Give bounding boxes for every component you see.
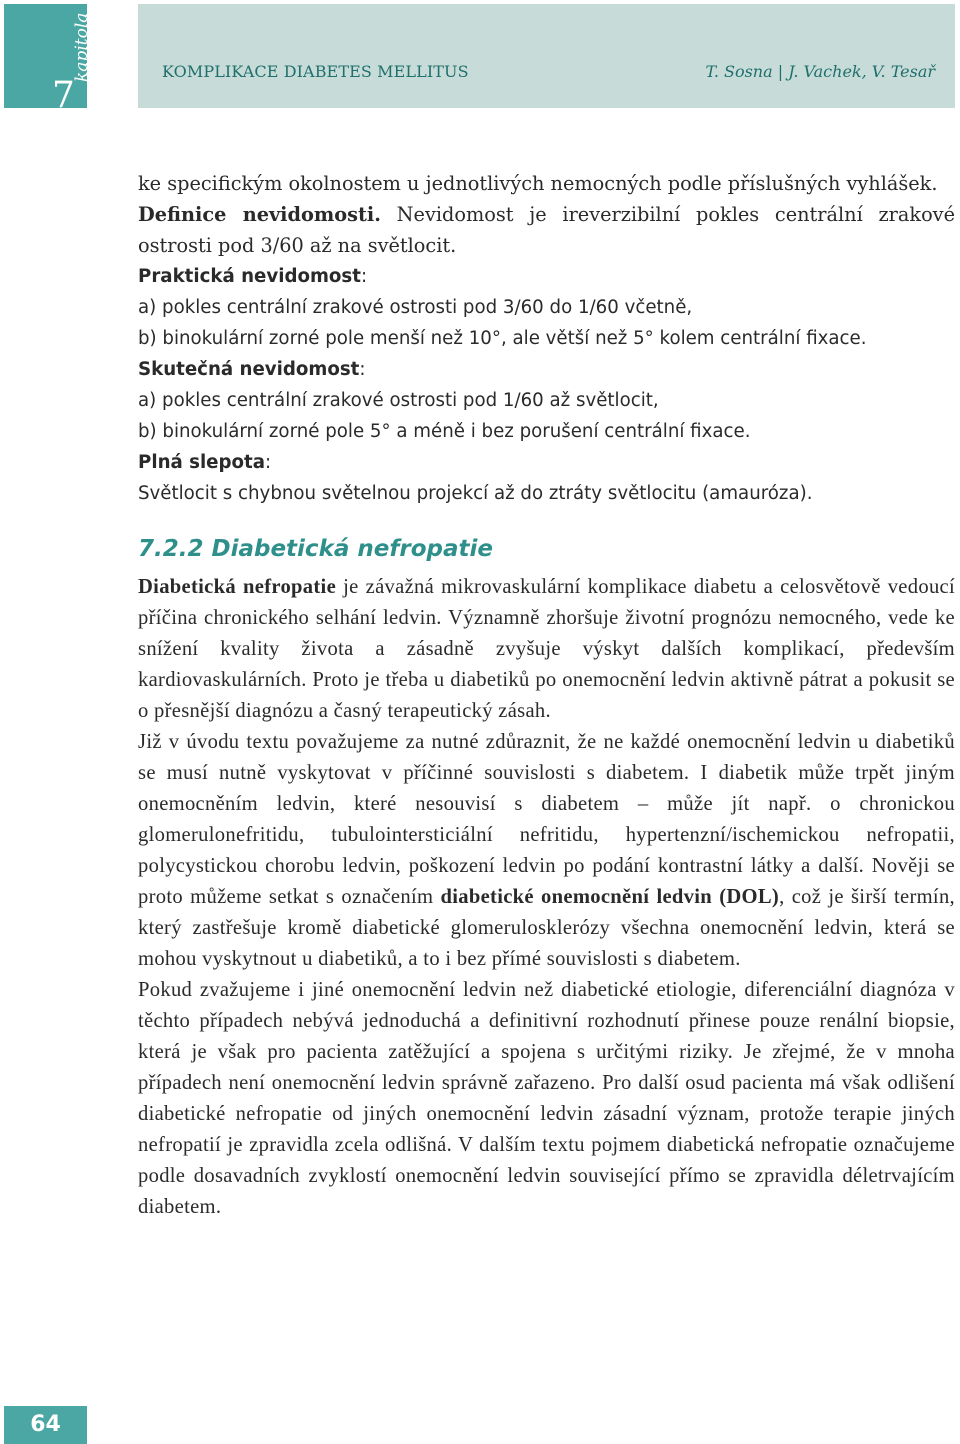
section-heading: 7.2.2 Diabetická nefropatie — [138, 536, 493, 562]
definition-text: Nevidomost je ireverzibilní pokles centrální zrakové ostrosti pod 3/60 až na světlocit. — [138, 203, 955, 257]
p2-text-start: Již v úvodu textu považujeme za nutné zdůraznit, že ne každé onemocnění ledvin u diabetiků se musí nutně vyskytovat v příčinné souvislosti s diabetem. I diabetik může trpět jiným onemocněním ledvin, které nesouvisí s diabetem – může jít např. o chronickou glomerulonefritidu, tubulointersticiální nefritidu, hypertenzní/ischemickou nefropatii, polycystickou chorobu ledvin, poškození ledvin po podání kontrastní látky a další. Nověji se proto můžeme setkat s označením — [138, 731, 955, 908]
intro-text: ke specifickým okolnostem u jednotlivých nemocných podle příslušných vyhlášek. — [138, 172, 938, 195]
chapter-tab — [4, 4, 92, 116]
nephropathy-body — [138, 572, 955, 1223]
intro-paragraph — [138, 168, 955, 199]
body-paragraph-2 — [138, 727, 955, 975]
page-number: 64 — [30, 1412, 61, 1437]
header-authors: T. Sosna | J. Vachek, V. Tesař — [705, 62, 935, 81]
p1-text: je závažná mikrovaskulární komplikace diabetu a celosvětově vedoucí příčina chronického selhání ledvin. Významně zhoršuje životní prognózu nemocného, vede ke snížení kvality života a zásadně zvyšuje výskyt dalších komplikací, především kardiovaskulárních. Proto je třeba u diabetiků po onemocnění ledvin aktivně pátrat a pokusit se o přesnější diagnózu a časný terapeutický zásah. — [138, 576, 956, 722]
body-paragraph-1 — [138, 572, 955, 727]
actual-colon: : — [359, 359, 366, 380]
chapter-label: kapitola — [72, 12, 92, 82]
definition-paragraph — [138, 199, 955, 261]
definition-label: Definice nevidomosti. — [138, 203, 381, 226]
practical-item-a: a) pokles centrální zrakové ostrosti pod 3/60 do 1/60 včetně, — [138, 297, 693, 318]
p1-bold-term: Diabetická nefropatie — [138, 576, 337, 598]
chapter-number: 7 — [52, 75, 75, 116]
practical-colon: : — [360, 266, 368, 287]
actual-item-b: b) binokulární zorné pole 5° a méně i bez porušení centrální fixace. — [138, 421, 751, 442]
practical-blindness-block — [138, 261, 955, 509]
full-blindness-text: Světlocit s chybnou světelnou projekcí až do ztráty světlocitu (amauróza). — [138, 483, 813, 504]
practical-item-b: b) binokulární zorné pole menší než 10°, ale větší než 5° kolem centrální fixace. — [138, 328, 867, 349]
p2-text-end: , což je širší termín, který zastřešuje kromě diabetické glomerulosklerózy všechna onemocnění ledvin, která se mohou vyskytnout u diabetiků, a to i bez přímé souvislosti s diabetem. — [138, 886, 955, 970]
page-number-box — [4, 1406, 87, 1444]
full-blindness-label: Plná slepota — [138, 452, 265, 473]
running-header — [138, 4, 955, 108]
header-title: KOMPLIKACE DIABETES MELLITUS — [162, 62, 469, 81]
full-colon: : — [265, 452, 272, 473]
body-paragraph-3: Pokud zvažujeme i jiné onemocnění ledvin než diabetické etiologie, diferenciální diagnóza v těchto případech nebývá jednoduchá a definitivní rozhodnutí přinese pouze renální biopsie, která je však pro pacienta zatěžující a spojena s určitými riziky. Je zřejmé, že v mnoha případech není onemocnění ledvin správně zařazeno. Pro další osud pacienta má však odlišení diabetické nefropatie od jiných onemocnění ledvin zásadní význam, protože terapie jiných nefropatií je zpravidla zcela odlišná. V dalším textu pojmem diabetická nefropatie označujeme podle dosavadních zvyklostí onemocnění ledvin související přímo se zpravidla déletrvajícím diabetem. — [138, 979, 955, 1218]
p2-bold-term: diabetické onemocnění ledvin (DOL) — [440, 886, 780, 908]
page-content — [138, 168, 955, 1223]
practical-label: Praktická nevidomost — [138, 266, 361, 287]
actual-label: Skutečná nevidomost — [138, 359, 360, 380]
actual-item-a: a) pokles centrální zrakové ostrosti pod 1/60 až světlocit, — [138, 390, 659, 411]
